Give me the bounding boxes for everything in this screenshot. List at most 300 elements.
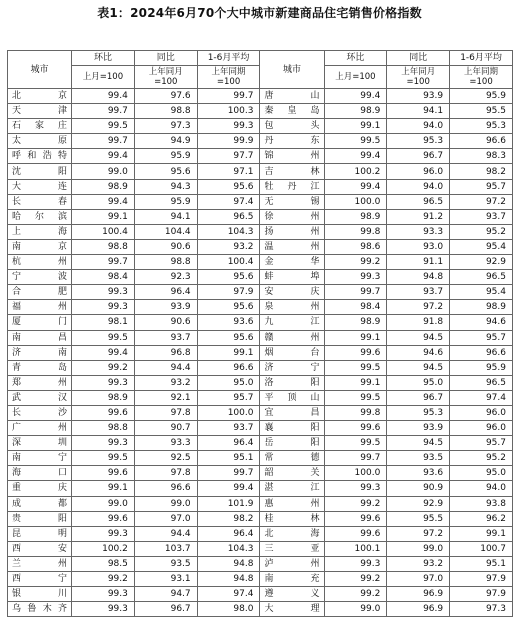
table-row [8, 270, 513, 285]
avg-cell: 94.8 [197, 572, 260, 587]
avg-cell: 95.6 [197, 300, 260, 315]
table-row [8, 315, 513, 330]
avg-cell: 95.4 [450, 285, 513, 300]
city-cell: 杭 州 [8, 255, 72, 270]
avg-header-left: 1-6月平均 [197, 51, 260, 66]
yoy-cell: 93.6 [387, 466, 450, 481]
mom-cell: 99.2 [72, 572, 135, 587]
mom-cell: 99.6 [324, 421, 387, 436]
avg-cell: 95.7 [450, 436, 513, 451]
city-cell: 石家庄 [8, 119, 72, 134]
yoy-cell: 97.6 [134, 89, 197, 104]
avg-cell: 96.5 [197, 209, 260, 224]
table-row [8, 179, 513, 194]
avg-cell: 96.5 [450, 375, 513, 390]
mom-cell: 99.3 [72, 587, 135, 602]
city-cell: 武 汉 [8, 390, 72, 405]
table-row [8, 164, 513, 179]
yoy-cell: 93.3 [387, 224, 450, 239]
table-row [8, 587, 513, 602]
table-row [8, 572, 513, 587]
table-row [8, 330, 513, 345]
avg-cell: 95.3 [450, 119, 513, 134]
mom-cell: 99.0 [72, 164, 135, 179]
mom-subheader-right: 上月=100 [324, 66, 387, 89]
yoy-cell: 93.7 [387, 285, 450, 300]
mom-cell: 99.1 [72, 481, 135, 496]
table-body [8, 89, 513, 617]
avg-cell: 95.7 [450, 330, 513, 345]
table-row [8, 375, 513, 390]
yoy-cell: 93.9 [134, 300, 197, 315]
city-cell: 南 京 [8, 239, 72, 254]
mom-cell: 98.9 [324, 209, 387, 224]
city-cell: 合 肥 [8, 285, 72, 300]
avg-cell: 94.0 [450, 481, 513, 496]
mom-cell: 99.4 [72, 149, 135, 164]
mom-cell: 99.6 [72, 466, 135, 481]
mom-cell: 99.3 [72, 526, 135, 541]
mom-cell: 99.3 [72, 285, 135, 300]
mom-cell: 99.1 [324, 375, 387, 390]
table-row [8, 149, 513, 164]
mom-header-left: 环比 [72, 51, 135, 66]
avg-cell: 97.4 [450, 390, 513, 405]
city-cell: 南 昌 [8, 330, 72, 345]
city-cell: 扬 州 [260, 224, 324, 239]
yoy-cell: 97.8 [134, 405, 197, 420]
avg-cell: 97.7 [197, 149, 260, 164]
table-row [8, 224, 513, 239]
table-row [8, 209, 513, 224]
table-row [8, 526, 513, 541]
yoy-cell: 94.5 [387, 330, 450, 345]
avg-cell: 98.9 [450, 300, 513, 315]
mom-cell: 98.9 [72, 390, 135, 405]
yoy-cell: 90.6 [134, 315, 197, 330]
yoy-cell: 94.5 [387, 360, 450, 375]
mom-cell: 99.3 [72, 375, 135, 390]
table-row [8, 360, 513, 375]
avg-cell: 95.2 [450, 224, 513, 239]
city-cell: 昆 明 [8, 526, 72, 541]
mom-cell: 99.6 [324, 526, 387, 541]
mom-cell: 99.1 [72, 209, 135, 224]
avg-cell: 95.1 [450, 556, 513, 571]
yoy-cell: 96.8 [134, 345, 197, 360]
yoy-cell: 97.0 [134, 511, 197, 526]
yoy-cell: 94.1 [134, 209, 197, 224]
table-row [8, 602, 513, 617]
yoy-cell: 95.3 [387, 405, 450, 420]
mom-cell: 99.7 [324, 285, 387, 300]
city-cell: 温 州 [260, 239, 324, 254]
city-cell: 宁 波 [8, 270, 72, 285]
yoy-cell: 97.0 [387, 572, 450, 587]
mom-cell: 99.5 [72, 330, 135, 345]
city-cell: 南 充 [260, 572, 324, 587]
yoy-cell: 95.3 [387, 134, 450, 149]
city-cell: 呼和浩特 [8, 149, 72, 164]
mom-cell: 100.2 [324, 164, 387, 179]
avg-cell: 96.5 [450, 270, 513, 285]
city-cell: 沈 阳 [8, 164, 72, 179]
mom-cell: 99.0 [324, 602, 387, 617]
city-cell: 三 亚 [260, 541, 324, 556]
yoy-cell: 94.0 [387, 179, 450, 194]
mom-cell: 98.6 [324, 239, 387, 254]
avg-cell: 95.6 [197, 179, 260, 194]
avg-cell: 94.6 [450, 315, 513, 330]
table-row [8, 300, 513, 315]
city-cell: 长 春 [8, 194, 72, 209]
mom-cell: 99.1 [324, 119, 387, 134]
city-cell: 无 锡 [260, 194, 324, 209]
mom-cell: 98.8 [72, 239, 135, 254]
avg-cell: 99.3 [197, 119, 260, 134]
city-cell: 秦皇岛 [260, 104, 324, 119]
mom-cell: 98.9 [324, 104, 387, 119]
city-cell: 大 连 [8, 179, 72, 194]
avg-cell: 92.9 [450, 255, 513, 270]
city-cell: 成 都 [8, 496, 72, 511]
mom-cell: 100.4 [72, 224, 135, 239]
city-cell: 徐 州 [260, 209, 324, 224]
city-cell: 西 安 [8, 541, 72, 556]
city-cell: 韶 关 [260, 466, 324, 481]
avg-cell: 96.0 [450, 405, 513, 420]
city-cell: 金 华 [260, 255, 324, 270]
avg-cell: 95.2 [450, 451, 513, 466]
avg-cell: 100.0 [197, 405, 260, 420]
yoy-header-left: 同比 [134, 51, 197, 66]
yoy-cell: 96.5 [387, 194, 450, 209]
yoy-cell: 98.8 [134, 255, 197, 270]
yoy-cell: 96.7 [387, 149, 450, 164]
avg-cell: 100.3 [197, 104, 260, 119]
mom-cell: 98.9 [72, 179, 135, 194]
city-cell: 兰 州 [8, 556, 72, 571]
city-cell: 南 宁 [8, 451, 72, 466]
city-header-right: 城市 [260, 51, 324, 89]
avg-cell: 101.9 [197, 496, 260, 511]
yoy-cell: 95.0 [387, 375, 450, 390]
avg-cell: 95.9 [450, 89, 513, 104]
mom-subheader-left: 上月=100 [72, 66, 135, 89]
avg-cell: 97.2 [450, 194, 513, 209]
yoy-cell: 94.9 [134, 134, 197, 149]
mom-cell: 99.3 [72, 602, 135, 617]
yoy-cell: 103.7 [134, 541, 197, 556]
yoy-cell: 96.9 [387, 602, 450, 617]
table-row [8, 556, 513, 571]
mom-cell: 98.4 [324, 300, 387, 315]
yoy-cell: 94.3 [134, 179, 197, 194]
table-row [8, 511, 513, 526]
yoy-cell: 96.4 [134, 285, 197, 300]
mom-cell: 99.4 [72, 194, 135, 209]
mom-cell: 99.4 [72, 89, 135, 104]
mom-cell: 99.5 [72, 119, 135, 134]
yoy-cell: 94.5 [387, 436, 450, 451]
table-row [8, 255, 513, 270]
avg-cell: 95.9 [450, 360, 513, 375]
city-cell: 遵 义 [260, 587, 324, 602]
avg-cell: 96.6 [197, 360, 260, 375]
mom-cell: 99.4 [324, 89, 387, 104]
table-row [8, 89, 513, 104]
city-cell: 九 江 [260, 315, 324, 330]
avg-cell: 96.6 [450, 345, 513, 360]
mom-cell: 99.3 [324, 481, 387, 496]
city-cell: 平顶山 [260, 390, 324, 405]
table-row [8, 134, 513, 149]
yoy-cell: 92.1 [134, 390, 197, 405]
avg-cell: 95.7 [197, 390, 260, 405]
city-cell: 常 德 [260, 451, 324, 466]
yoy-cell: 93.0 [387, 239, 450, 254]
city-cell: 烟 台 [260, 345, 324, 360]
avg-subheader-right: 上年同期=100 [450, 66, 513, 89]
avg-cell: 95.0 [197, 375, 260, 390]
city-cell: 上 海 [8, 224, 72, 239]
table-row [8, 285, 513, 300]
mom-cell: 100.2 [72, 541, 135, 556]
table-row [8, 466, 513, 481]
avg-cell: 96.2 [450, 511, 513, 526]
yoy-cell: 91.1 [387, 255, 450, 270]
yoy-cell: 93.1 [134, 572, 197, 587]
table-row [8, 541, 513, 556]
table-row [8, 496, 513, 511]
city-cell: 泸 州 [260, 556, 324, 571]
avg-cell: 104.3 [197, 224, 260, 239]
mom-cell: 99.6 [72, 511, 135, 526]
yoy-header-right: 同比 [387, 51, 450, 66]
avg-cell: 95.5 [450, 104, 513, 119]
table-row [8, 481, 513, 496]
mom-cell: 99.2 [72, 360, 135, 375]
table-row [8, 239, 513, 254]
yoy-cell: 95.9 [134, 194, 197, 209]
avg-cell: 93.6 [197, 315, 260, 330]
city-cell: 吉 林 [260, 164, 324, 179]
mom-cell: 99.7 [72, 255, 135, 270]
avg-cell: 94.8 [197, 556, 260, 571]
yoy-cell: 94.0 [387, 119, 450, 134]
table-row [8, 451, 513, 466]
yoy-cell: 94.8 [387, 270, 450, 285]
yoy-cell: 99.0 [134, 496, 197, 511]
yoy-cell: 93.3 [134, 436, 197, 451]
table-row [8, 436, 513, 451]
city-cell: 厦 门 [8, 315, 72, 330]
city-cell: 青 岛 [8, 360, 72, 375]
table-row [8, 405, 513, 420]
avg-cell: 99.4 [197, 481, 260, 496]
mom-cell: 99.5 [324, 134, 387, 149]
avg-subheader-left: 上年同期=100 [197, 66, 260, 89]
avg-cell: 100.4 [197, 255, 260, 270]
city-cell: 广 州 [8, 421, 72, 436]
mom-cell: 99.5 [324, 390, 387, 405]
table-row [8, 104, 513, 119]
city-header-left: 城市 [8, 51, 72, 89]
city-cell: 湛 江 [260, 481, 324, 496]
city-cell: 北 海 [260, 526, 324, 541]
city-cell: 哈尔滨 [8, 209, 72, 224]
yoy-cell: 95.5 [387, 511, 450, 526]
yoy-cell: 97.8 [134, 466, 197, 481]
yoy-cell: 97.2 [387, 526, 450, 541]
city-cell: 乌鲁木齐 [8, 602, 72, 617]
mom-cell: 99.2 [324, 496, 387, 511]
avg-cell: 96.6 [450, 134, 513, 149]
city-cell: 郑 州 [8, 375, 72, 390]
city-cell: 长 沙 [8, 405, 72, 420]
mom-cell: 99.7 [324, 451, 387, 466]
mom-cell: 99.4 [72, 345, 135, 360]
mom-cell: 99.2 [324, 587, 387, 602]
city-cell: 大 理 [260, 602, 324, 617]
yoy-cell: 97.2 [387, 300, 450, 315]
mom-cell: 99.5 [72, 451, 135, 466]
avg-cell: 98.2 [197, 511, 260, 526]
mom-cell: 99.4 [324, 149, 387, 164]
yoy-cell: 97.3 [134, 119, 197, 134]
mom-cell: 99.7 [72, 134, 135, 149]
avg-cell: 99.1 [450, 526, 513, 541]
mom-cell: 100.0 [324, 194, 387, 209]
city-cell: 桂 林 [260, 511, 324, 526]
yoy-subheader-right: 上年同月=100 [387, 66, 450, 89]
yoy-cell: 94.1 [387, 104, 450, 119]
avg-cell: 93.2 [197, 239, 260, 254]
yoy-cell: 96.7 [134, 602, 197, 617]
city-cell: 济 南 [8, 345, 72, 360]
yoy-cell: 98.8 [134, 104, 197, 119]
avg-cell: 97.4 [197, 587, 260, 602]
mom-cell: 98.9 [324, 315, 387, 330]
avg-cell: 97.9 [450, 572, 513, 587]
price-index-table [7, 50, 513, 617]
mom-cell: 99.3 [72, 300, 135, 315]
yoy-cell: 92.5 [134, 451, 197, 466]
avg-header-right: 1-6月平均 [450, 51, 513, 66]
avg-cell: 97.3 [450, 602, 513, 617]
mom-cell: 99.8 [324, 405, 387, 420]
yoy-cell: 94.4 [134, 360, 197, 375]
table-row [8, 421, 513, 436]
yoy-cell: 93.2 [387, 556, 450, 571]
city-cell: 贵 阳 [8, 511, 72, 526]
city-cell: 赣 州 [260, 330, 324, 345]
mom-cell: 99.8 [324, 224, 387, 239]
city-cell: 济 宁 [260, 360, 324, 375]
yoy-cell: 95.6 [134, 164, 197, 179]
avg-cell: 99.1 [197, 345, 260, 360]
avg-cell: 97.9 [197, 285, 260, 300]
mom-cell: 99.3 [324, 270, 387, 285]
mom-cell: 99.4 [324, 179, 387, 194]
avg-cell: 96.0 [450, 421, 513, 436]
yoy-cell: 96.0 [387, 164, 450, 179]
mom-cell: 99.6 [324, 345, 387, 360]
mom-cell: 99.1 [324, 330, 387, 345]
avg-cell: 95.6 [197, 270, 260, 285]
yoy-cell: 91.8 [387, 315, 450, 330]
yoy-cell: 92.9 [387, 496, 450, 511]
yoy-cell: 93.7 [134, 330, 197, 345]
city-cell: 包 头 [260, 119, 324, 134]
yoy-cell: 91.2 [387, 209, 450, 224]
yoy-cell: 93.9 [387, 421, 450, 436]
mom-cell: 98.4 [72, 270, 135, 285]
yoy-cell: 96.7 [387, 390, 450, 405]
city-cell: 北 京 [8, 89, 72, 104]
city-cell: 宜 昌 [260, 405, 324, 420]
mom-cell: 99.6 [72, 405, 135, 420]
city-cell: 锦 州 [260, 149, 324, 164]
mom-cell: 99.6 [324, 511, 387, 526]
yoy-cell: 94.6 [387, 345, 450, 360]
avg-cell: 97.1 [197, 164, 260, 179]
city-cell: 海 口 [8, 466, 72, 481]
avg-cell: 95.1 [197, 451, 260, 466]
avg-cell: 99.7 [197, 89, 260, 104]
mom-cell: 99.0 [72, 496, 135, 511]
avg-cell: 99.7 [197, 466, 260, 481]
mom-cell: 98.5 [72, 556, 135, 571]
avg-cell: 95.4 [450, 239, 513, 254]
mom-cell: 99.5 [324, 360, 387, 375]
yoy-cell: 90.9 [387, 481, 450, 496]
mom-cell: 99.3 [72, 436, 135, 451]
avg-cell: 104.3 [197, 541, 260, 556]
yoy-cell: 94.4 [134, 526, 197, 541]
city-cell: 襄 阳 [260, 421, 324, 436]
avg-cell: 95.7 [450, 179, 513, 194]
mom-cell: 98.8 [72, 421, 135, 436]
city-cell: 安 庆 [260, 285, 324, 300]
mom-cell: 99.5 [324, 436, 387, 451]
avg-cell: 98.0 [197, 602, 260, 617]
avg-cell: 93.7 [197, 421, 260, 436]
yoy-cell: 96.6 [134, 481, 197, 496]
yoy-cell: 93.9 [387, 89, 450, 104]
city-cell: 岳 阳 [260, 436, 324, 451]
city-cell: 福 州 [8, 300, 72, 315]
city-cell: 太 原 [8, 134, 72, 149]
city-cell: 惠 州 [260, 496, 324, 511]
city-cell: 丹 东 [260, 134, 324, 149]
mom-cell: 100.0 [324, 466, 387, 481]
mom-cell: 100.1 [324, 541, 387, 556]
avg-cell: 96.4 [197, 436, 260, 451]
avg-cell: 93.7 [450, 209, 513, 224]
city-cell: 深 圳 [8, 436, 72, 451]
table-row [8, 119, 513, 134]
avg-cell: 93.8 [450, 496, 513, 511]
yoy-cell: 93.2 [134, 375, 197, 390]
avg-cell: 95.6 [197, 330, 260, 345]
city-cell: 重 庆 [8, 481, 72, 496]
yoy-cell: 95.9 [134, 149, 197, 164]
yoy-cell: 99.0 [387, 541, 450, 556]
yoy-cell: 90.7 [134, 421, 197, 436]
mom-cell: 98.1 [72, 315, 135, 330]
avg-cell: 98.3 [450, 149, 513, 164]
